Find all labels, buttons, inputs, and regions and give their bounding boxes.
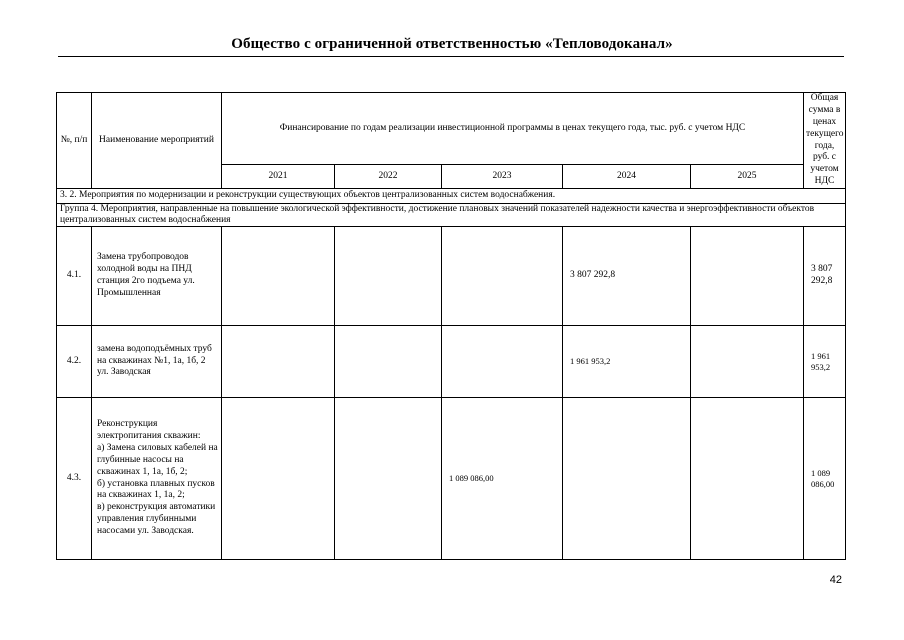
value-2023: 1 089 086,00 [442, 398, 563, 560]
value-2021 [222, 227, 335, 326]
column-header-financing: Финансирование по годам реализации инвестиционной программы в ценах текущего года, тыс. руб. с учетом НДС [222, 93, 804, 165]
investment-table [56, 92, 846, 560]
year-header-2021: 2021 [222, 165, 335, 189]
value-2024 [563, 398, 691, 560]
row-total: 1 961 953,2 [804, 326, 846, 398]
row-name: замена водоподъёмных труб на скважинах №1, 1а, 1б, 2 ул. Заводская [92, 326, 222, 398]
value-2024: 3 807 292,8 [563, 227, 691, 326]
value-2025 [691, 227, 804, 326]
page-title: Общество с ограниченной ответственностью «Тепловодоканал» [231, 36, 673, 52]
table-row [57, 398, 846, 560]
value-2024: 1 961 953,2 [563, 326, 691, 398]
value-2022 [335, 227, 442, 326]
value-2025 [691, 398, 804, 560]
header-divider [58, 56, 844, 57]
year-header-2024: 2024 [563, 165, 691, 189]
row-number: 4.2. [57, 326, 92, 398]
table-row [57, 326, 846, 398]
value-2022 [335, 326, 442, 398]
value-2023 [442, 326, 563, 398]
value-2021 [222, 398, 335, 560]
value-2021 [222, 326, 335, 398]
row-number: 4.3. [57, 398, 92, 560]
row-name: Реконструкция электропитания скважин: а) Замена силовых кабелей на глубинные насосы на скважинах 1, 1а, 1б, 2; б) установка плавных пусков на скважинах 1, 1а, 2; в) реконструкция автоматики управления глубинными насосами ул. Заводская. [92, 398, 222, 560]
row-name: Замена трубопроводов холодной воды на ПНД станция 2го подъема ул. Промышленная [92, 227, 222, 326]
row-number: 4.1. [57, 227, 92, 326]
year-header-2025: 2025 [691, 165, 804, 189]
value-2023 [442, 227, 563, 326]
section-heading: 3. 2. Мероприятия по модернизации и реконструкции существующих объектов централизованных систем водоснабжения. [57, 189, 846, 204]
column-header-number: №, п/п [57, 93, 92, 189]
year-header-2023: 2023 [442, 165, 563, 189]
row-total: 3 807 292,8 [804, 227, 846, 326]
value-2025 [691, 326, 804, 398]
year-header-2022: 2022 [335, 165, 442, 189]
column-header-name: Наименование мероприятий [92, 93, 222, 189]
group-heading: Группа 4. Мероприятия, направленные на повышение экологической эффективности, достижение плановых значений показателей надежности качества и энергоэффективности объектов централизованных систем водоснабжения [57, 204, 846, 227]
page-number: 42 [829, 574, 842, 586]
column-header-total: Общая сумма в ценах текущего года, руб. с учетом НДС [804, 93, 846, 189]
value-2022 [335, 398, 442, 560]
row-total: 1 089 086,00 [804, 398, 846, 560]
table-row [57, 227, 846, 326]
